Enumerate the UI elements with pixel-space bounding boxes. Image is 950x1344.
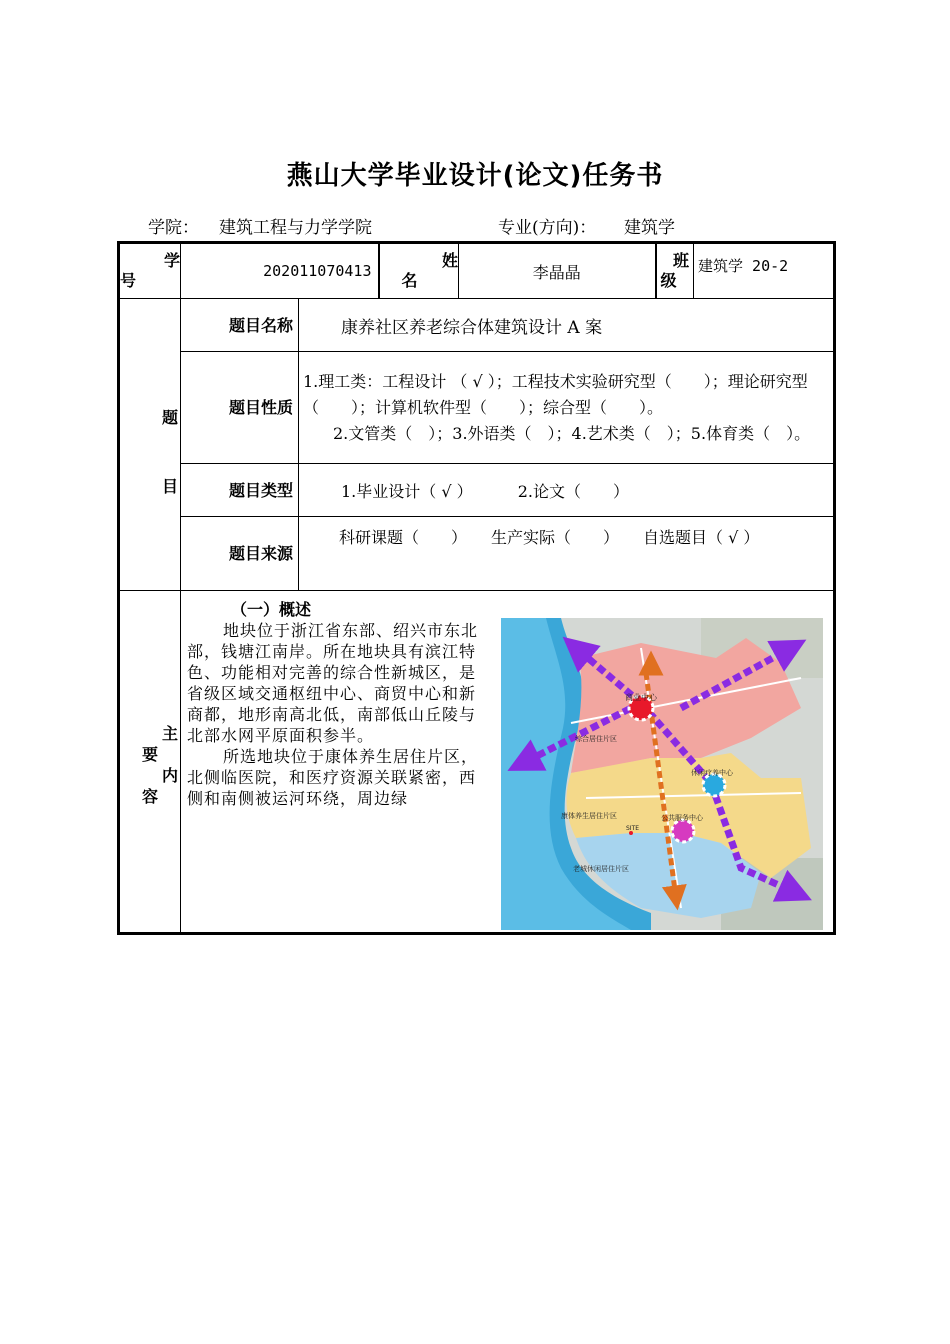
topic-nature-row [119, 352, 835, 464]
main-content-row [119, 591, 835, 934]
map-label-public: 公共服务中心 [661, 814, 703, 822]
student-name-value: 李晶晶 [459, 243, 656, 299]
college-label: 学院： [148, 218, 199, 238]
college-value: 建筑工程与力学学院 [219, 218, 372, 238]
topic-nature-label: 题目性质 [181, 352, 299, 464]
student-id-value: 202011070413 [181, 243, 379, 299]
topic-name-label: 题目名称 [181, 299, 299, 352]
topic-nature-line1: 1.理工类：工程设计 （ √ ）；工程技术实验研究型（ ）；理论研究型（ ）；计算机软件型（ ）；综合型（ ）。 [303, 371, 808, 417]
topic-source-value: 科研课题（ ） 生产实际（ ） 自选题目（ √ ） [299, 517, 835, 591]
map-label-leisure: 休闲疗养中心 [691, 769, 733, 777]
overview-paragraph-2: 所选地块位于康体养生居住片区，北侧临医院，和医疗资源关联紧密，西侧和南侧被运河环绕，周边绿 [187, 747, 479, 808]
topic-source-row [119, 517, 835, 591]
map-label-business: 商业中心 [625, 693, 657, 702]
topic-nature-line2: 2.文管类（ ）；3.外语类（ ）；4.艺术类（ ）；5.体育类（ ）。 [333, 423, 811, 443]
student-name-label: 姓 名 [379, 243, 459, 299]
major-value: 建筑学 [624, 218, 675, 238]
topic-type-row [119, 464, 835, 517]
topic-side-label: 题 目 [119, 299, 181, 591]
map-label-old-zone: 老城休闲居住片区 [573, 865, 629, 873]
topic-name-value: 康养社区养老综合体建筑设计 A 案 [299, 299, 835, 352]
student-info-row [119, 243, 835, 299]
overview-paragraph-1: 地块位于浙江省东部、绍兴市东北部，钱塘江南岸。所在地块具有滨江特色、功能相对完善的综合性新城区，是省级区域交通枢纽中心、商贸中心和新商都，地形南高北低，南部低山丘陵与北部水网平原面积参半。 [187, 621, 479, 745]
map-label-mixed-zone: 综合居住片区 [575, 735, 617, 743]
major-label: 专业(方向)： [498, 218, 597, 238]
class-value: 建筑学 20-2 [694, 243, 835, 299]
topic-type-value: 1.毕业设计（ √ ） 2.论文（ ） [299, 464, 835, 517]
topic-type-label: 题目类型 [181, 464, 299, 517]
document-title: 燕山大学毕业设计(论文)任务书 [286, 161, 664, 191]
topic-nature-value [299, 352, 835, 464]
map-label-health-zone: 康体养生居住片区 [561, 812, 617, 820]
main-content-cell [181, 591, 835, 934]
student-id-label: 学 号 [119, 243, 181, 299]
site-plan-map [501, 618, 823, 930]
map-label-site: SITE [626, 825, 640, 832]
topic-name-row [119, 299, 835, 352]
topic-source-label: 题目来源 [181, 517, 299, 591]
class-label: 班 级 [656, 243, 694, 299]
task-table [117, 241, 836, 935]
overview-heading: （一）概述 [231, 600, 312, 619]
content-side-label: 主 要 内 容 [119, 591, 181, 934]
